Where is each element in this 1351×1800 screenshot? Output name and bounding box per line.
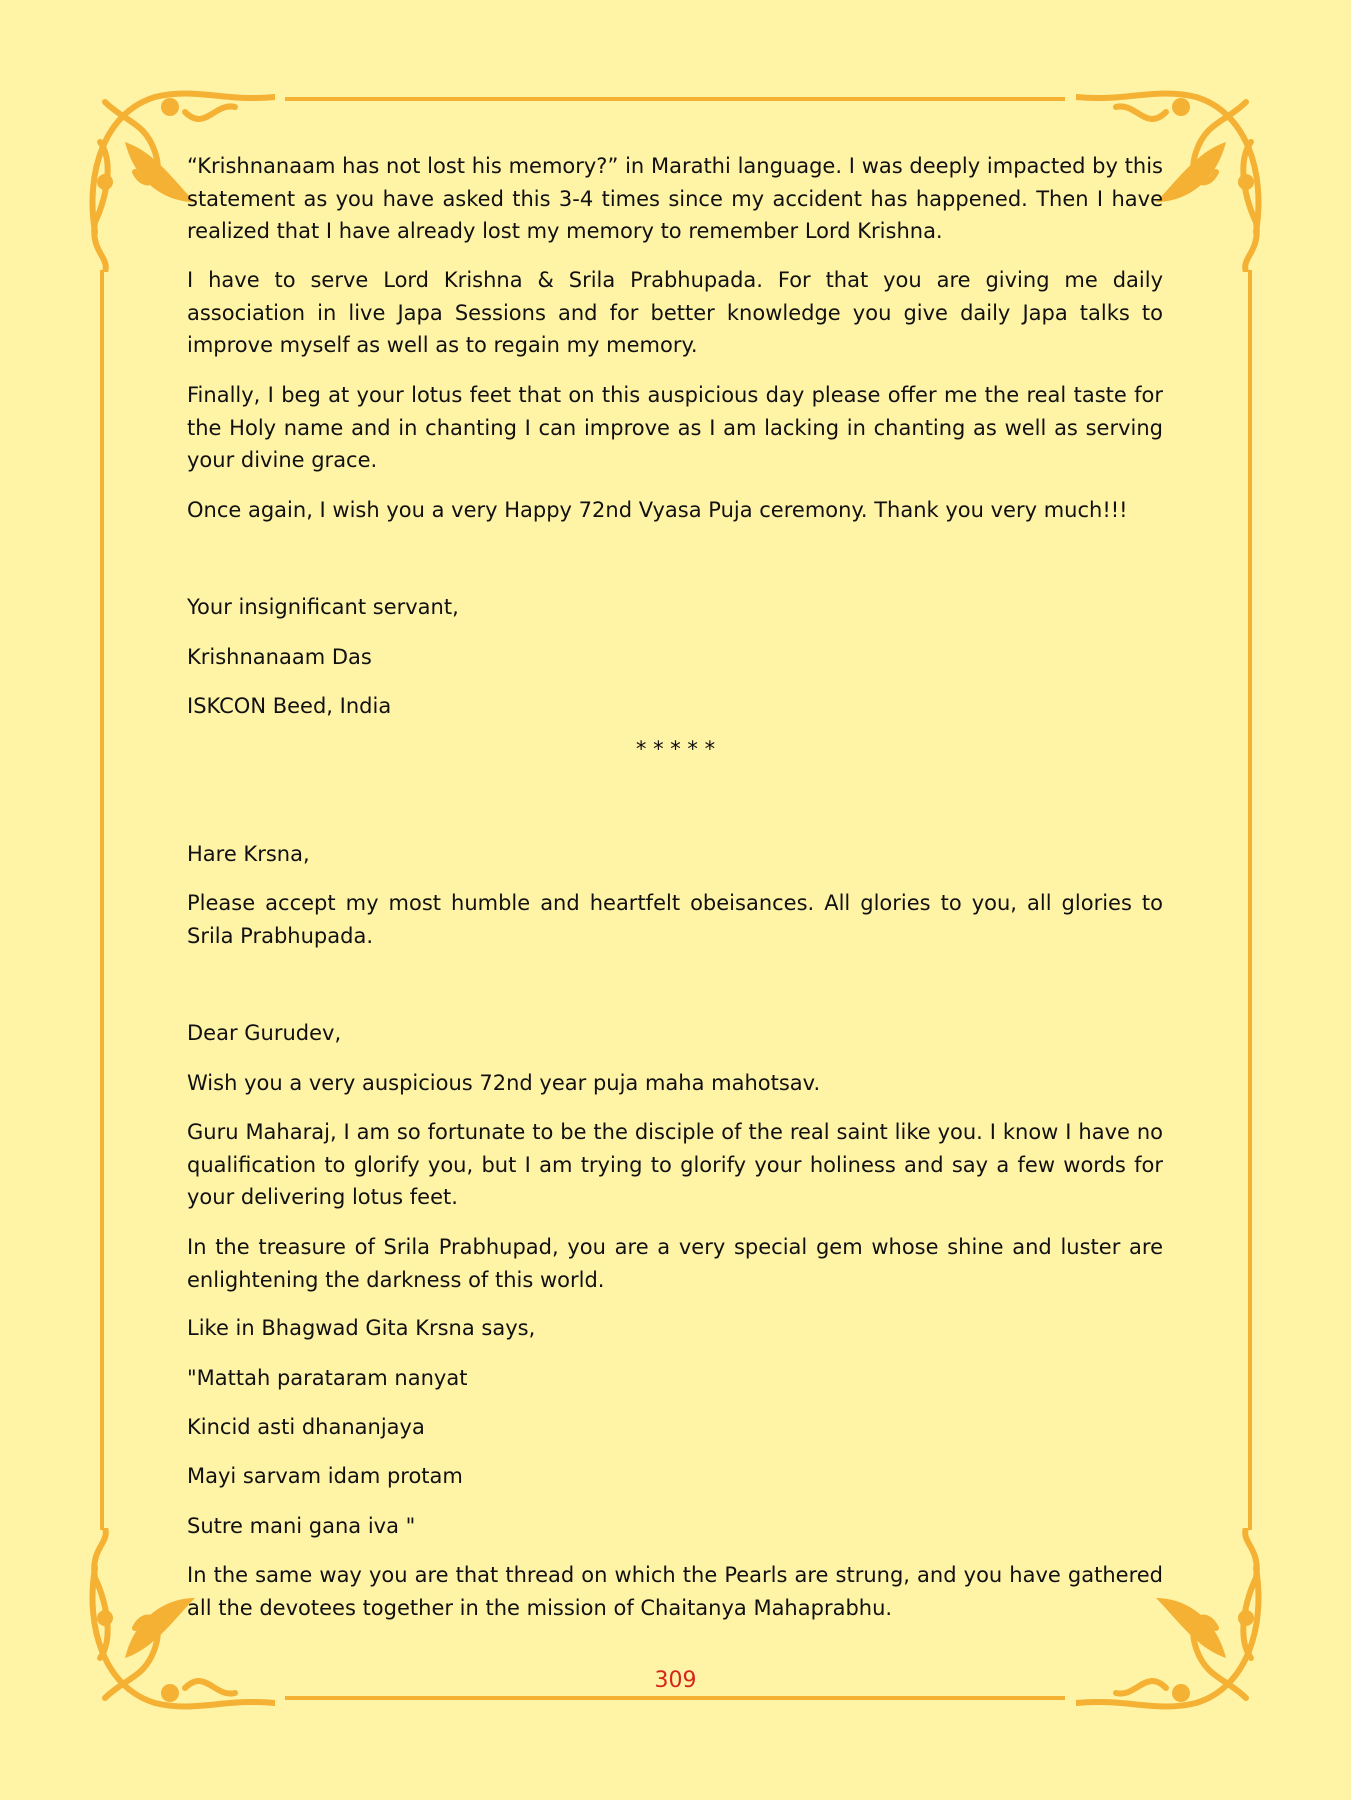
paragraph: I have to serve Lord Krishna & Srila Prabhupada. For that you are giving me daily association in live Japa Sessions and for better knowledge you give daily Japa talks to improve myself as well as to regain my memory. [187, 268, 1163, 358]
paragraph: Like in Bhagwad Gita Krsna says, [187, 1316, 536, 1340]
signature-location: ISKCON Beed, India [187, 694, 392, 718]
salutation: Dear Gurudev, [187, 1021, 342, 1045]
closing: Your insignificant servant, [187, 595, 459, 619]
verse-line: Sutre mani gana iva " [187, 1514, 416, 1538]
border-bottom [285, 1696, 1065, 1700]
paragraph: Please accept my most humble and heartfelt obeisances. All glories to you, all glories to Srila Prabhupada. [187, 891, 1163, 948]
paragraph: In the same way you are that thread on which the Pearls are strung, and you have gathered all the devotees together in the mission of Chaitanya Mahaprabhu. [187, 1563, 1163, 1620]
paragraph: In the treasure of Srila Prabhupad, you are a very special gem whose shine and luster are enlightening the darkness of this world. [187, 1235, 1163, 1292]
paragraph: Once again, I wish you a very Happy 72nd Vyasa Puja ceremony. Thank you very much!!! [187, 498, 1128, 522]
paragraph: Wish you a very auspicious 72nd year puja maha mahotsav. [187, 1071, 821, 1095]
verse-line: Kincid asti dhananjaya [187, 1415, 425, 1439]
border-top [285, 97, 1065, 101]
paragraph: “Krishnanaam has not lost his memory?” in Marathi language. I was deeply impacted by this statement as you have asked this 3-4 times since my accident has happened. Then I have realized that I have already lost my memory to remember Lord Krishna. [187, 154, 1163, 244]
border-right [1248, 270, 1252, 1530]
verse-line: "Mattah parataram nanyat [187, 1366, 468, 1390]
paragraph: Guru Maharaj, I am so fortunate to be the disciple of the real saint like you. I know I have no qualification to glorify you, but I am trying to glorify your holiness and say a few words for your delivering lotus feet. [187, 1120, 1163, 1210]
paragraph: Finally, I beg at your lotus feet that on this auspicious day please offer me the real taste for the Holy name and in chanting I can improve as I am lacking in chanting as well as serving your divine grace. [187, 383, 1163, 473]
separator: * * * * * [635, 737, 716, 761]
signature-name: Krishnanaam Das [187, 645, 372, 669]
page-number: 309 [654, 1668, 697, 1693]
verse-line: Mayi sarvam idam protam [187, 1464, 463, 1488]
greeting: Hare Krsna, [187, 842, 310, 866]
border-left [100, 270, 104, 1530]
